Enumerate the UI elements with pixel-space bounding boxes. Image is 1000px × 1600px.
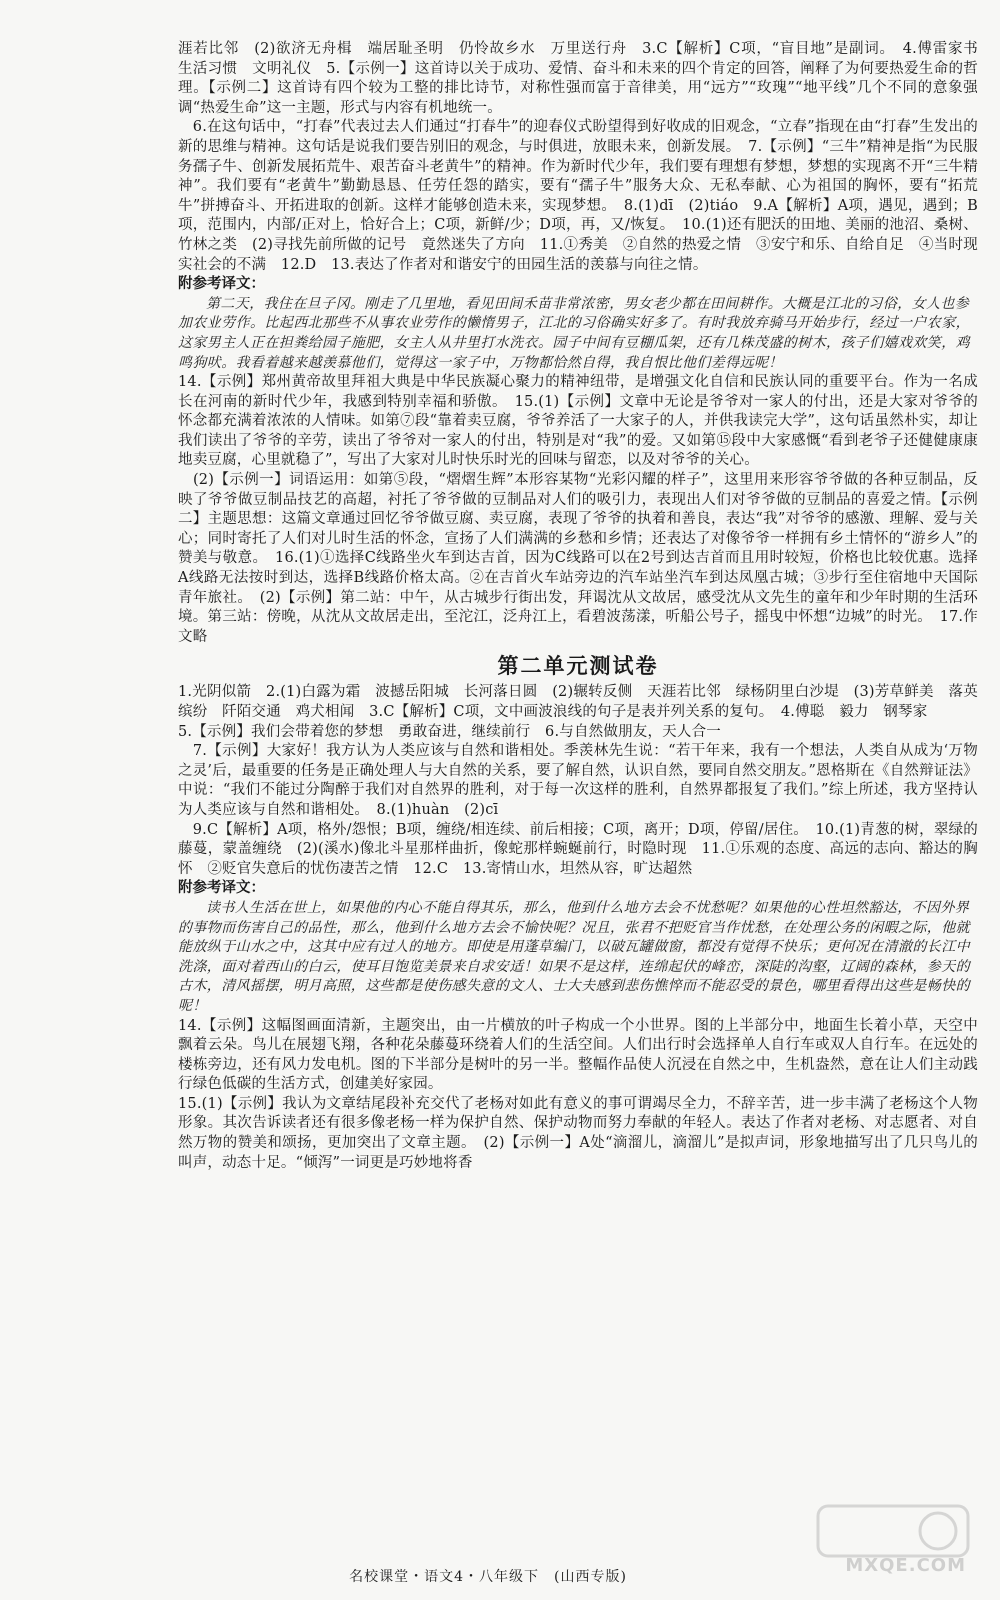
answer-paragraph: (2)【示例一】词语运用：如第⑤段，“熠熠生辉”本形容某物“光彩闪耀的样子”，这里用来形容爷爷做的各种豆制品，反映了爷爷做豆制品技艺的高超，衬托了爷爷做的豆制品对人们的吸引力，表现出人们对爷爷做的豆制品的喜爱之情。【示例二】主题思想：这篇文章通过回忆爷爷做豆腐、卖豆腐，表现了爷爷的执着和善良，表达“我”对爷爷的感激、理解、爱与关心；同时寄托了人们对儿时生活的怀念，宣扬了人们满满的乡愁和乡情；还表达了对像爷爷一样拥有乡土情怀的“游乡人”的赞美与敬意。 16.(1)①选择C线路坐火车到达吉首，因为C线路可以在2号到达吉首而且用时较短，价格也比较优惠。选择A线路无法按时到达，选择B线路价格太高。②在吉首火车站旁边的汽车站坐汽车到达凤凰古城；③步行至住宿地中天国际青年旅社。 (2)【示例】第二站：中午，从古城步行街出发，拜谒沈从文故居，感受沈从文先生的童年和少年时期的生活环境。第三站：傍晚，从沈从文故居走出，至沱江，泛舟江上，看碧波荡漾，听船公号子，摇曳中怀想“边城”的时光。 17.作文略 xyxy=(178,472,978,645)
section-heading: 第二单元测试卷 xyxy=(497,654,659,679)
answer-paragraph: 14.【示例】郑州黄帝故里拜祖大典是中华民族凝心聚力的精神纽带，是增强文化自信和民族认同的重要平台。作为一名成长在河南的新时代少年，我感到特别幸福和骄傲。 15.(1)【示例】文章中无论是爷爷对一家人的付出，还是大家对爷爷的怀念都充满着浓浓的人情味。如第⑦段“靠着卖豆腐，爷爷养活了一大家子的人，并供我读完大学”，这句话虽然朴实，却让我们读出了爷爷的辛劳，读出了爷爷对一家人的付出，特别是对“我”的爱。又如第⑮段中大家感慨“看到老爷子还健健康康地卖豆腐，心里就稳了”，写出了大家对儿时快乐时光的回味与留恋，以及对爷爷的关心。 xyxy=(178,374,978,469)
watermark-text: MXQE.COM xyxy=(845,1555,966,1576)
answer-paragraph: 1.光阴似箭 2.(1)白露为霜 波撼岳阳城 长河落日圆 (2)辗转反侧 天涯若比邻 绿杨阴里白沙堤 (3)芳草鲜美 落英缤纷 阡陌交通 鸡犬相闻 3.C【解析】C项，文中画波浪线的句子是表并列关系的复句。 4.傅聪 毅力 钢琴家 xyxy=(178,684,978,720)
answer-paragraph: 7.【示例】大家好！我方认为人类应该与自然和谐相处。季羡林先生说：“若干年来，我有一个想法，人类自从成为‘万物之灵’后，最重要的任务是正确处理人与大自然的关系，要了解自然，认识自然，要同自然交朋友。”恩格斯在《自然辩证法》中说：“我们不能过分陶醉于我们对自然界的胜利，对于每一次这样的胜利，自然界都报复了我们。”综上所述，我方坚持认为人类应该与自然和谐相处。 8.(1)huàn (2)cī xyxy=(178,743,978,818)
answer-page xyxy=(178,40,993,1173)
watermark-logo xyxy=(808,1502,978,1582)
reference-translation: 读书人生活在世上，如果他的内心不能自得其乐，那么，他到什么地方去会不忧愁呢？如果他的心性坦然豁达，不因外界的事物而伤害自己的品性，那么，他到什么地方去会不愉快呢？况且，张君不把贬官当作忧愁，在处理公务的闲暇之际，他就能放纵于山水之中，这其中应有过人的地方。即使是用蓬草编门，以破瓦罐做窗，都没有觉得不快乐；更何况在清澈的长江中洗涤，面对着西山的白云，使耳目饱览美景来自求安适！如果不是这样，连绵起伏的峰峦，深陡的沟壑，辽阔的森林，参天的古木，清风摇摆，明月高照，这些都是使伤感失意的文人、士大夫感到悲伤憔悴而不能忍受的景色，哪里看得出这些是畅快的呢！ xyxy=(178,899,970,1014)
translation-label: 附参考译文： xyxy=(178,880,265,897)
reference-translation: 第二天，我住在旦子冈。刚走了几里地，看见田间禾苗非常浓密，男女老少都在田间耕作。大概是江北的习俗，女人也参加农业劳作。比起西北那些不从事农业劳作的懒惰男子，江北的习俗确实好多了。有时我放弃骑马开始步行，经过一户农家，这家男主人正在担粪给园子施肥，女主人从井里打水洗衣。园子中间有豆棚瓜架，还有几株茂盛的树木，孩子们嬉戏欢笑，鸡鸣狗吠。我看着越来越羡慕他们，觉得这一家子中，万物都恰然自得，我自恨比他们差得远呢！ xyxy=(178,295,970,371)
answer-paragraph: 5.【示例】我们会带着您的梦想 勇敢奋进，继续前行 6.与自然做朋友，天人合一 xyxy=(178,723,721,740)
page-footer: 名校课堂・语文4・八年级下 (山西专版) xyxy=(349,1569,627,1585)
answer-paragraph: 涯若比邻 (2)欲济无舟楫 端居耻圣明 仍怜故乡水 万里送行舟 3.C【解析】C项，“盲目地”是副词。 4.傅雷家书 生活习惯 文明礼仪 5.【示例一】这首诗以关于成功、爱情、奋斗和未来的四个肯定的回答，阐释了为何要热爱生命的哲理。【示例二】这首诗有四个较为工整的排比诗节，对称性强而富于音律美，用“远方”“玫瑰”“地平线”几个不同的意象强调“热爱生命”这一主题，形式与内容有机地统一。 xyxy=(178,41,993,116)
answer-paragraph: 15.(1)【示例】我认为文章结尾段补充交代了老杨对如此有意义的事可谓竭尽全力，不辞辛苦，进一步丰满了老杨这个人物形象。其次告诉读者还有很多像老杨一样为保护自然、保护动物而努力奉献的年轻人。表达了作者对老杨、对志愿者、对自然万物的赞美和颂扬，更加突出了文章主题。 (2)【示例一】A处“滴溜儿，滴溜儿”是拟声词，形象地描写出了几只鸟儿的叫声，动态十足。“倾泻”一词更是巧妙地将香 xyxy=(178,1095,978,1171)
answer-paragraph: 6.在这句话中，“打春”代表过去人们通过“打春牛”的迎春仪式盼望得到好收成的旧观念，“立春”指现在由“打春”生发出的新的思维与精神。这句话是说我们要告别旧的观念，与时俱进，放眼未来，创新发展。 7.【示例】“三牛”精神是指“为民服务孺子牛、创新发展拓荒牛、艰苦奋斗老黄牛”的精神。作为新时代少年，我们要有理想有梦想，梦想的实现离不开“三牛精神”。我们要有“老黄牛”勤勤恳恳、任劳任怨的踏实，要有“孺子牛”服务大众、无私奉献、心为祖国的胸怀，要有“拓荒牛”拼搏奋斗、开拓进取的创新。这样才能够创造未来，实现梦想。 8.(1)dī (2)tiáo 9.A【解析】A项，遇见，遇到；B项，范围内，内部/正对上，恰好合上；C项，新鲜/少；D项，再，又/恢复。 10.(1)还有肥沃的田地、美丽的池沼、桑树、竹林之类 (2)寻找先前所做的记号 竟然迷失了方向 11.①秀美 ②自然的热爱之情 ③安宁和乐、自给自足 ④当时现实社会的不满 12.D 13.表达了作者对和谐安宁的田园生活的羡慕与向往之情。 xyxy=(178,119,978,273)
translation-label: 附参考译文： xyxy=(178,276,265,293)
answer-paragraph: 9.C【解析】A项，格外/怨恨；B项，缠绕/相连续、前后相接；C项，离开；D项，停留/居住。 10.(1)青葱的树，翠绿的藤蔓，蒙盖缠绕 (2)(溪水)像北斗星那样曲折，像蛇那样蜿蜒前行，时隐时现 11.①乐观的态度、高远的志向、豁达的胸怀 ②贬官失意后的忧伤凄苦之情 12.C 13.寄情山水，坦然从容，旷达超然 xyxy=(178,821,978,877)
answer-paragraph: 14.【示例】这幅图画面清新，主题突出，由一片横放的叶子构成一个小世界。图的上半部分中，地面生长着小草，天空中飘着云朵。鸟儿在展翅飞翔，各种花朵藤蔓环绕着人们的生活空间。人们出行时会选择单人自行车或双人自行车。在远处的楼栋旁边，还有风力发电机。图的下半部分是树叶的另一半。整幅作品使人沉浸在自然之中，生机盎然，意在让人们主动践行绿色低碳的生活方式，创建美好家园。 xyxy=(178,1017,978,1093)
